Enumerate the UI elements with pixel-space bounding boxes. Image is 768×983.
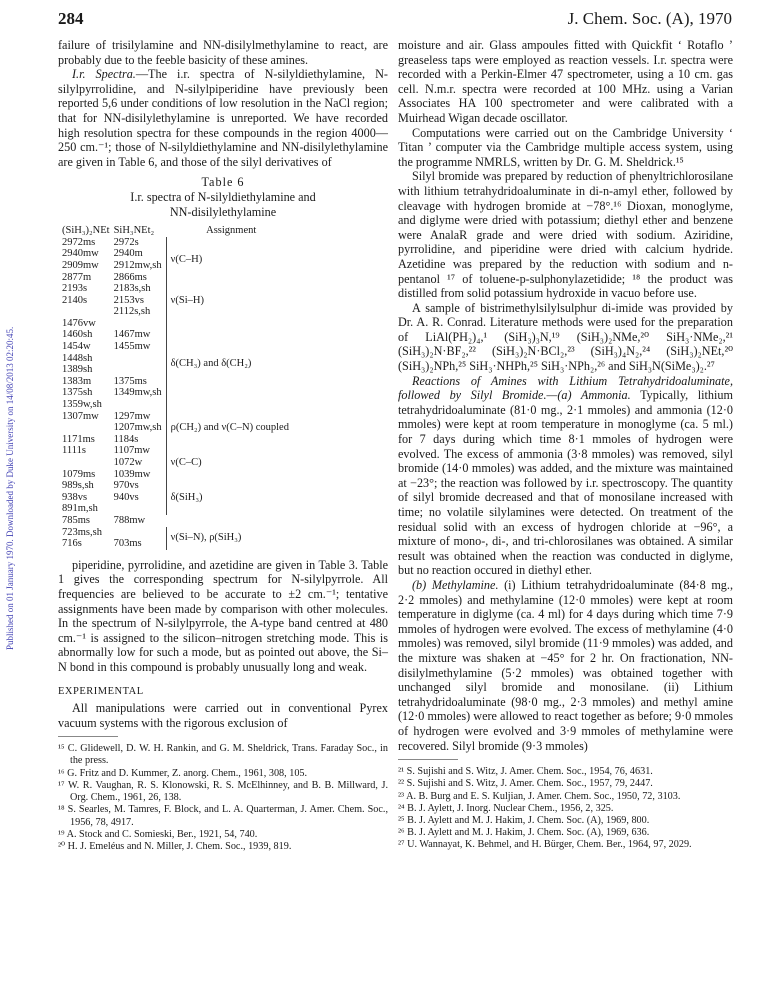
disilyl-ethylamine-cell: 1448sh	[62, 352, 93, 364]
table-row	[62, 445, 293, 457]
table-row	[62, 515, 293, 527]
disilyl-ethylamine-cell: 2940mw	[62, 248, 99, 260]
silyl-diethylamine-cell: 1349mw,sh	[113, 387, 162, 399]
col-header-2: SiH₃NEt₂	[113, 225, 155, 237]
assignment-cell: ν(Si–H)	[166, 283, 293, 318]
silyl-diethylamine-cell: 970vs	[113, 480, 139, 492]
reference: ¹⁸ S. Searles, M. Tamres, F. Block, and L. A. Quarterman, J. Amer. Chem. Soc., 1956, 78, 4917.	[58, 804, 388, 828]
disilyl-ethylamine-cell	[62, 457, 114, 469]
disilyl-ethylamine-cell: 785ms	[62, 514, 91, 526]
right-para-6-text: (i) Lithium tetrahydridoaluminate (84·8 mg., 2·2 mmoles) and methylamine (12·0 mmoles) were kept at room temperature in diglyme (ca. 4 ml) for 4 days during which time 7·9 mmoles of hydrogen were evolved. The excess of methylamine (4·0 mmoles) was removed, silyl bromide (11·9 mmoles) was added, and the mixture was shaken at −45° for 2 hr. On fractionation, NN-disilylmethylamine (5·2 mmoles) was obtained together with unchanged silyl bromide and monosilane. (ii) Lithium tetrahydridoaluminate (98·0 mg., 2·3 mmoles) and methyl amine (12·0 mmoles) were allowed to react together as before; 9·0 mmoles of hydrogen were evolved and 3·9 mmoles of methylamine were recovered. Silyl bromide (9·3 mmoles)	[398, 577, 733, 753]
disilyl-ethylamine-cell: 891m,sh	[62, 503, 98, 515]
right-para-6	[398, 578, 733, 753]
left-para-2-text: —The i.r. spectra of N-silyldiethylamine, N-silylpyrrolidine, and N-silylpiperidine have previously been reported 5,6 under conditions of low resolution in the NaCl region; that for NN-disilylethylamine is unreported. We have recorded high resolution spectra for these compounds in the region 4000—250 cm.⁻¹; those of N-silyldiethylamine and NN-disilylethylamine are given in Table 6, and those of the silyl derivatives of	[58, 67, 388, 169]
reference: ²¹ S. Sujishi and S. Witz, J. Amer. Chem. Soc., 1954, 76, 4631.	[398, 766, 653, 778]
silyl-diethylamine-cell	[114, 364, 167, 376]
table-row	[62, 283, 293, 295]
silyl-diethylamine-cell: 1467mw	[113, 329, 151, 341]
reference: ²⁴ B. J. Aylett, J. Inorg. Nuclear Chem., 1956, 2, 325.	[398, 802, 614, 814]
table-caption-line1: I.r. spectra of N-silyldiethylamine and	[130, 189, 316, 204]
download-notice-text: Published on 01 January 1970. Downloaded by Duke University on 14/08/2013 02:20:45.	[5, 326, 15, 650]
footnote-rule	[58, 736, 118, 737]
disilyl-ethylamine-cell: 938vs	[62, 491, 88, 503]
silyl-diethylamine-cell: 703ms	[113, 538, 142, 550]
right-para-1: moisture and air. Glass ampoules fitted with Quickfit ‘ Rotaflo ’ greaseless taps were employed as reaction vessels. I.r. spectra were recorded with a Perkin-Elmer 47 spectrometer, using a 10 cm. gas cell. N.m.r. spectra were recorded at 100 MHz. using a Varian Associates HA 100 spectrometer and were calibrated with a Muirhead Wigan decade oscillator.	[398, 38, 733, 125]
silyl-diethylamine-cell: 2112s,sh	[113, 306, 151, 318]
reference: ¹⁷ W. R. Vaughan, R. S. Klonowski, R. S. McElhinney, and B. B. Millward, J. Org. Chem., 1961, 26, 138.	[58, 779, 388, 804]
assignment-cell: ρ(CH₂) and ν(C–N) coupled	[166, 411, 293, 446]
disilyl-ethylamine-cell: 2877m	[62, 271, 92, 283]
silyl-diethylamine-cell: 2866ms	[113, 271, 147, 283]
silyl-diethylamine-cell: 2972s	[113, 236, 139, 248]
silyl-diethylamine-cell: 2912mw,sh	[113, 259, 162, 271]
disilyl-ethylamine-cell	[62, 306, 114, 318]
disilyl-ethylamine-cell	[62, 422, 114, 434]
assignment-cell: δ(CH₃) and δ(CH₂)	[166, 318, 293, 411]
table-row	[62, 237, 293, 249]
assignment-cell	[166, 515, 293, 527]
disilyl-ethylamine-cell: 1476vw	[62, 317, 96, 329]
assignment-cell: δ(SiH₃)	[166, 480, 293, 515]
assignment-cell: ν(C–H)	[166, 237, 293, 283]
disilyl-ethylamine-cell: 1454w	[62, 341, 91, 353]
disilyl-ethylamine-cell: 2909mw	[62, 259, 99, 271]
left-references	[58, 743, 388, 853]
disilyl-ethylamine-cell: 1111s	[62, 445, 86, 457]
disilyl-ethylamine-cell: 1307mw	[62, 410, 99, 422]
silyl-diethylamine-cell: 2153vs	[113, 294, 144, 306]
silyl-diethylamine-cell	[114, 503, 167, 515]
assignment-cell: ν(C–C)	[166, 445, 293, 480]
col-header-1: (SiH₃)₂NEt	[62, 225, 110, 237]
left-para-4: All manipulations were carried out in conventional Pyrex vacuum systems with the rigorous exclusion of	[58, 701, 388, 730]
right-para-5	[398, 374, 733, 578]
table-body	[62, 237, 293, 550]
left-para-1: failure of trisilylamine and NN-disilylmethylamine to react, are probably due to the feeble basicity of these amines.	[58, 38, 388, 67]
silyl-diethylamine-cell: 1375ms	[113, 375, 147, 387]
methylamine-heading: (b) Methylamine.	[412, 577, 499, 592]
footnote-rule	[398, 759, 458, 760]
right-references	[398, 766, 733, 851]
silyl-diethylamine-cell: 1455mw	[113, 341, 151, 353]
reference: ²³ A. B. Burg and E. S. Kuljian, J. Amer. Chem. Soc., 1950, 72, 3103.	[398, 790, 681, 802]
experimental-heading: EXPERIMENTAL	[58, 685, 144, 697]
page-number: 284	[58, 9, 84, 28]
silyl-diethylamine-cell: 788mw	[113, 514, 146, 526]
reference: ²⁰ H. J. Emeléus and N. Miller, J. Chem. Soc., 1939, 819.	[58, 840, 292, 852]
disilyl-ethylamine-cell: 1389sh	[62, 364, 93, 376]
table-title: Table 6	[201, 175, 245, 190]
disilyl-ethylamine-cell: 1383m	[62, 375, 92, 387]
table-row	[62, 527, 293, 539]
disilyl-ethylamine-cell: 1079ms	[62, 468, 96, 480]
reference: ¹⁹ A. Stock and C. Somieski, Ber., 1921, 54, 740.	[58, 828, 258, 840]
disilyl-ethylamine-cell: 1460sh	[62, 329, 93, 341]
reference: ²⁵ B. J. Aylett and M. J. Hakim, J. Chem. Soc. (A), 1969, 800.	[398, 814, 650, 826]
right-para-2: Computations were carried out on the Cambridge University ‘ Titan ’ computer via the Cambridge multiple access system, using the programme NMRLS, written by Dr. G. M. Sheldrick.¹⁵	[398, 125, 733, 169]
reference: ²⁶ B. J. Aylett and M. J. Hakim, J. Chem. Soc. (A), 1969, 636.	[398, 827, 650, 839]
left-para-2	[58, 67, 388, 169]
col-header-3: Assignment	[206, 225, 257, 237]
silyl-diethylamine-cell: 1107mw	[113, 445, 150, 457]
table-row	[62, 411, 293, 423]
right-column	[398, 38, 733, 852]
disilyl-ethylamine-cell: 2972ms	[62, 236, 96, 248]
disilyl-ethylamine-cell: 989s,sh	[62, 480, 94, 492]
silyl-diethylamine-cell	[114, 318, 167, 330]
silyl-diethylamine-cell: 2183s,sh	[113, 283, 151, 295]
right-para-4: A sample of bistrimethylsilylsulphur di-imide was provided by Dr. A. R. Conrad. Literature methods were used for the preparation of LiAl(PH₂)₄,¹ (SiH₃)₃N,¹⁹ (SiH₃)₂NMe,²⁰ SiH₃·NMe₂,²¹ (SiH₃)₂N·BF₂,²² (SiH₃)₂N·BCl₂,²³ (SiH₃)₄N₂,²⁴ (SiH₃)₂NEt,²⁰ (SiH₃)₂NPh,²⁵ SiH₃·NHPh,²⁵ SiH₃·NPh₂,²⁶ and SiH₃N(SiMe₃)₂.²⁷	[398, 300, 733, 374]
right-para-3: Silyl bromide was prepared by reduction of phenyltrichlorosilane with lithium tetrahydridoaluminate in di-n-amyl ether, followed by cleavage with hydrogen bromide at −78°.¹⁶ Dioxan, monoglyme, and diglyme were dried with potassium; diethyl ether and benzene were AnalaR grade and were dried with sodium. Aziridine, pyrrolidine, and piperidine were dried with calcium hydride. Azetidine was prepared by the reduction with sodium and n-pentanol ¹⁷ of toluene-p-sulphonylazetidide; ¹⁸ the product was distilled from solid potassium hydroxide in vacuo before use.	[398, 169, 733, 301]
disilyl-ethylamine-cell: 1375sh	[62, 387, 93, 399]
silyl-diethylamine-cell: 1207mw,sh	[113, 422, 162, 434]
silyl-diethylamine-cell	[114, 353, 167, 365]
silyl-diethylamine-cell: 1039mw	[113, 468, 151, 480]
table-caption	[58, 175, 388, 219]
ir-table	[62, 225, 293, 550]
silyl-diethylamine-cell: 1072w	[113, 457, 143, 468]
left-para-3: piperidine, pyrrolidine, and azetidine are given in Table 3. Table 1 gives the corresponding spectrum for N-silylpyrrole. All frequencies are believed to be accurate to ±2 cm.⁻¹; tentative assignments have been made by comparison with other molecules. In the spectrum of N-silylpyrrole, the A-type band centred at 480 cm.⁻¹ is assigned to the silicon–nitrogen stretching mode. This is abnormally low for such a mode, but as pointed out above, the Si–N bond in this compound is probably unusually long and weak.	[58, 557, 388, 674]
journal-header: J. Chem. Soc. (A), 1970	[567, 9, 732, 28]
assignment-cell: ν(Si–N), ρ(SiH₃)	[166, 527, 293, 550]
silyl-diethylamine-cell: 1297mw	[113, 410, 151, 422]
disilyl-ethylamine-cell: 2140s	[62, 294, 88, 306]
download-notice	[5, 170, 21, 650]
reference: ¹⁶ G. Fritz and D. Kummer, Z. anorg. Chem., 1961, 308, 105.	[58, 767, 308, 779]
reference: ¹⁵ C. Glidewell, D. W. H. Rankin, and G. M. Sheldrick, Trans. Faraday Soc., in the press.	[58, 743, 388, 767]
disilyl-ethylamine-cell: 2193s	[62, 283, 88, 295]
silyl-diethylamine-cell	[114, 527, 167, 539]
table-header-row	[62, 225, 293, 237]
table-row	[62, 318, 293, 330]
silyl-diethylamine-cell: 940vs	[113, 491, 139, 503]
reference: ²⁷ U. Wannayat, K. Behmel, and H. Bürger, Chem. Ber., 1964, 97, 2029.	[398, 839, 692, 851]
right-para-5-text: Typically, lithium tetrahydridoaluminate (81·0 mg., 2·1 mmoles) and ammonia (12·0 mmoles) were kept at room temperature in monoglyme (ca. 5 ml.) for 7 days during which time 8·1 mmoles of hydrogen were evolved. The excess of ammonia (3·8 mmoles) was removed, silyl bromide (14·0 mmoles) was added, and the mixture was maintained at −23°; the reaction was followed by i.r. spectroscopy. The quantity of silyl bromide decreased and that of monosilane increased with time; no volatile silylamines were detected. On treatment of the residual solid with an excess of hydrogen chloride at −96°, a mixture of mono-, di-, and tri-chlorosilanes was obtained. A similar result was obtained when the reaction was conducted in diglyme, but no reaction occured in diethyl ether.	[398, 388, 733, 578]
silyl-diethylamine-cell: 2940m	[113, 248, 143, 260]
disilyl-ethylamine-cell: 1171ms	[62, 433, 95, 445]
table-caption-line2: NN-disilylethylamine	[169, 204, 277, 219]
reactions-heading: Reactions of Amines with Lithium Tetrahydridoaluminate, followed by Silyl Bromide.—(a) Ammonia.	[398, 373, 733, 403]
silyl-diethylamine-cell	[114, 399, 167, 411]
disilyl-ethylamine-cell: 716s	[62, 538, 82, 550]
table-row	[62, 480, 293, 492]
disilyl-ethylamine-cell: 1359w,sh	[62, 399, 102, 411]
silyl-diethylamine-cell: 1184s	[113, 433, 139, 445]
reference: ²² S. Sujishi and S. Witz, J. Amer. Chem. Soc., 1957, 79, 2447.	[398, 778, 653, 790]
disilyl-ethylamine-cell: 723ms,sh	[62, 526, 102, 538]
left-column	[58, 38, 388, 853]
ir-spectra-heading: I.r. Spectra.	[72, 67, 136, 82]
